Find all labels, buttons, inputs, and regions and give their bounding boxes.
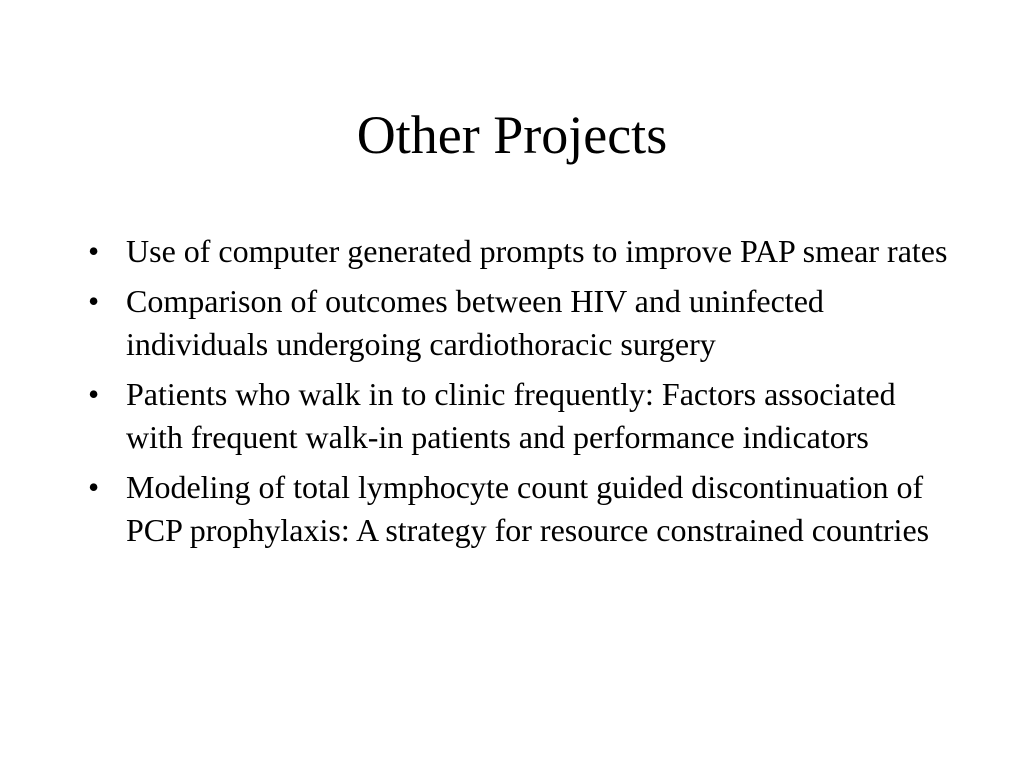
bullet-text: Comparison of outcomes between HIV and uninfected individuals undergoing cardiothoracic surgery [126, 283, 824, 362]
bullet-text: Modeling of total lymphocyte count guided discontinuation of PCP prophylaxis: A strategy for resource constrained countries [126, 469, 930, 548]
bullet-item [88, 466, 958, 552]
bullet-icon: • [88, 376, 100, 412]
bullet-list [88, 230, 958, 559]
bullet-icon: • [88, 283, 100, 319]
bullet-text: Use of computer generated prompts to improve PAP smear rates [126, 233, 948, 269]
bullet-text: Patients who walk in to clinic frequently: Factors associated with frequent walk-in patients and performance indicators [126, 376, 896, 455]
slide-title: Other Projects [356, 105, 668, 165]
bullet-icon: • [88, 469, 100, 505]
bullet-icon: • [88, 233, 100, 269]
bullet-item [88, 230, 958, 273]
bullet-item [88, 373, 958, 459]
bullet-item [88, 280, 958, 366]
